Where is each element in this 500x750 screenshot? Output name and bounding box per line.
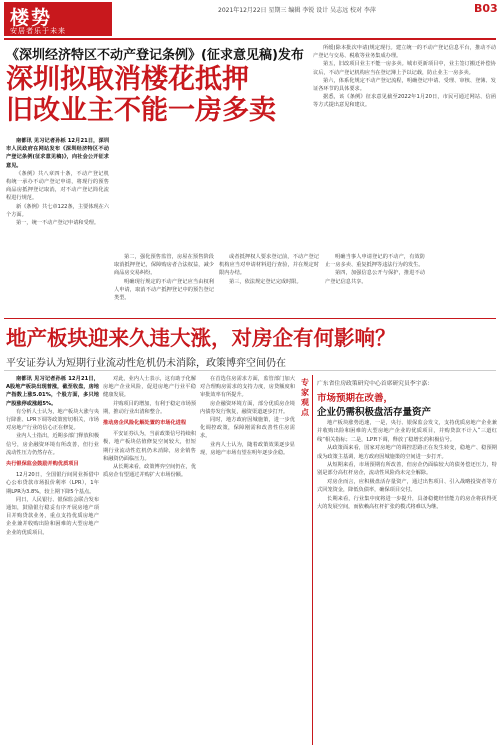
story1-col2-para: 第二，强化预售监管，房屋在预售阶段取消抵押登记，保障购房者合法权益，减少商品房交易纠纷。	[114, 254, 214, 277]
story2-col2-para: 并购项目的增加，有利于稳定市场预期，推动行业出清和整合。	[103, 400, 196, 415]
story1-col1-para: 《条例》共八章四十条，不动产登记机构统一承办不动产登记申请，将现行的预售商品房抵押登记取消，对不动产登记简化流程进行规范。	[6, 170, 109, 202]
story2-col3-para: 业内人士认为，随着政策效果逐步显现，房地产市场有望在明年逐步企稳。	[200, 441, 295, 456]
date-line: 2021年12月22日 星期三 编辑 李锐 设计 吴志远 校对 李萍	[218, 7, 376, 14]
story1-right-para: 第五，旧改项目业主不能一房多卖。城市更新项目中，业主签订搬迁补偿协议后，不动产登记机构应当在登记簿上予以记载，防止业主一房多卖。	[313, 61, 496, 76]
story2-col2-subhead: 推动房企风险化解处置的市场化进程	[103, 420, 187, 427]
story2-col3-para: 房企融资环境方面，部分优质房企境内债券发行恢复，融资渠道逐步打开。	[200, 400, 295, 415]
page-number: B03	[474, 2, 498, 15]
story1-column-4	[325, 253, 425, 313]
story2-column-3	[200, 375, 295, 745]
story2-col2-para: 对此，业内人士表示，这有助于化解房地产企业风险，促进房地产行业平稳健康发展。	[103, 376, 196, 399]
story1-right-para: 据悉，该《条例》征求意见截至2022年1月20日，市民可通过网站、信函等方式提出意见和建议。	[313, 94, 496, 109]
story1-col3-para: 第三，依法规定登记完成时限。	[229, 278, 302, 285]
expert-divider	[312, 375, 313, 745]
expert-opinion-badge: 专家观点	[301, 378, 309, 417]
story2-col2-para: 从长期来看，政策博弈空间仍在，优质房企有望通过并购扩大市场份额。	[103, 464, 196, 479]
expert-intro: 广东省住房政策研究中心首席研究员李宇嘉：	[317, 381, 433, 387]
expert-para: 对房企而言，应积极盘活存量资产，通过出售项目、引入战略投资者等方式回笼资金，降低负债率，确保项目交付。	[317, 478, 497, 494]
story2-col1-subhead: 央行银保监会鼓励并购优质项目	[6, 461, 79, 468]
expert-body	[317, 419, 497, 745]
story2-col1-para: 有分析人士认为，地产板块大涨与央行降准、LPR下调等政策密切相关，市场对房地产行业的信心正在修复。	[6, 408, 99, 432]
story2-col3-para: 同时，地方政府因城施策，进一步优化调控政策，保障刚需和改善性住房需求。	[200, 417, 295, 440]
story1-col3-para: 或者抵押权人要求登记前，不动产登记机构应当对申请材料进行查验，并在规定时限内办结。	[219, 254, 319, 277]
story1-right-para: 第六，体系化规定不动产登记流程，明确登记申请、受理、审核、登簿、发证各环节的具体要求。	[313, 77, 496, 93]
expert-para: 地产板块涨势迅速，一是，央行、银保监会发文，支持优质房地产企业兼并收购出险和困难的大型房地产企业的优质项目，并购贷款不计入“三道红线”相关指标；二是，LPR下调，释放了稳增长的积极信号。	[317, 420, 497, 443]
story2-col1-para: 南都讯 见习记者孙栎 12月21日，A股地产板块出现普涨，截至收盘，房地产指数上涨5.01%，个股方面，多只地产股涨停或涨超5%。	[6, 376, 99, 407]
expert-para: 长期来看，行业集中度将进一步提升，具备稳健经营能力的房企将获得更大的发展空间，而依赖高杠杆扩张的模式将难以为继。	[317, 495, 497, 511]
section-divider	[4, 318, 496, 319]
expert-title-line2: 企业仍需积极盘活存量资产	[317, 407, 432, 418]
story2-col2-para: 平安证券认为，当前政策信号持续积极，地产板块估值修复空间较大，但短期行业流动性危机仍未消除，房企销售和融资仍面临压力。	[103, 431, 196, 462]
story1-headline	[6, 64, 306, 126]
story1-col1-para: 南都讯 见习记者孙栎 12月21日，深圳市人民政府在网站发布《深圳经济特区不动产登记条例(征求意见稿)》，向社会公开征求意见。	[6, 138, 109, 169]
story1-col2-para: 明确现行规定的不动产登记应当由权利人申请，取消不动产抵押登记中的预告登记类型。	[114, 278, 214, 302]
expert-para: 从短期来看，市场预期有所改善，但房企仍面临较大的债务偿还压力，特别是部分高杠杆房企，流动性风险尚未完全解除。	[317, 462, 497, 477]
header-divider	[4, 38, 496, 40]
story2-col1-para: 业内人士指出，近期多部门释放积极信号，房企融资环境有所改善，但行业流动性压力仍然存在。	[6, 433, 99, 456]
story2-column-1	[6, 375, 99, 745]
story1-headline-line1: 深圳拟取消楼花抵押	[6, 64, 249, 95]
expert-title-line1: 市场预期在改善，	[317, 393, 394, 404]
story2-col3-para: 在首选住房需求方面，监管部门加大对合理购房需求的支持力度，房贷额度和审批效率有所提升。	[200, 376, 295, 399]
masthead-subtitle: 安居者乐于未来	[10, 27, 66, 35]
story1-kicker: 《深圳经济特区不动产登记条例》(征求意见稿)发布	[6, 48, 304, 63]
story1-col4-para: 明确当事人申请登记的不动产，有效防止一房多卖、重复抵押等违法行为的发生。	[325, 254, 425, 269]
story2-col1-para: 同日，人民银行、银保监会联合发布通知，鼓励银行稳妥有序开展房地产项目并购贷款业务，重点支持优质房地产企业兼并收购出险和困难的大型房地产企业的优质项目。	[6, 496, 99, 536]
expert-para: 从政策面来看，国家对房地产的调控思路正在发生转变，稳地产、稳预期成为政策主基调，地方政府因城施策的空间进一步打开。	[317, 445, 497, 460]
story1-col4-para: 第四，加强信息公开与保护，推进不动产登记信息共享。	[325, 270, 425, 285]
story2-column-2	[103, 375, 196, 745]
story1-col1-para: 第一，统一不动产登记申请和受理。	[16, 220, 100, 227]
masthead-title: 楼势	[10, 7, 53, 29]
story1-column-3	[219, 253, 319, 313]
story1-column-2	[114, 253, 214, 313]
masthead	[4, 2, 112, 36]
story1-right-column	[313, 44, 496, 246]
story2-headline: 地产板块迎来久违大涨，对房企有何影响？	[6, 326, 396, 350]
story2-col1-para: 12月20日，全国银行间同业拆借中心公布贷款市场报价利率（LPR），1年期LPR为3.8%，较上期下降5个基点。	[6, 472, 99, 495]
story2-divider	[4, 370, 496, 371]
story1-headline-line2: 旧改业主不能一房多卖	[6, 95, 276, 126]
story1-right-para: 所缓(除本批次申请)规定现行。建立统一的不动产登记信息平台，推动不动产登记与交易、税收等业务集成办理。	[313, 45, 496, 60]
story2-subheadline: 平安证券认为短期行业流动性危机仍未消除，政策博弈空间仍在	[6, 358, 286, 369]
story1-column-1	[6, 137, 109, 285]
story1-col1-para: 新《条例》共七章122条，主要体现在六个方面。	[6, 203, 109, 218]
